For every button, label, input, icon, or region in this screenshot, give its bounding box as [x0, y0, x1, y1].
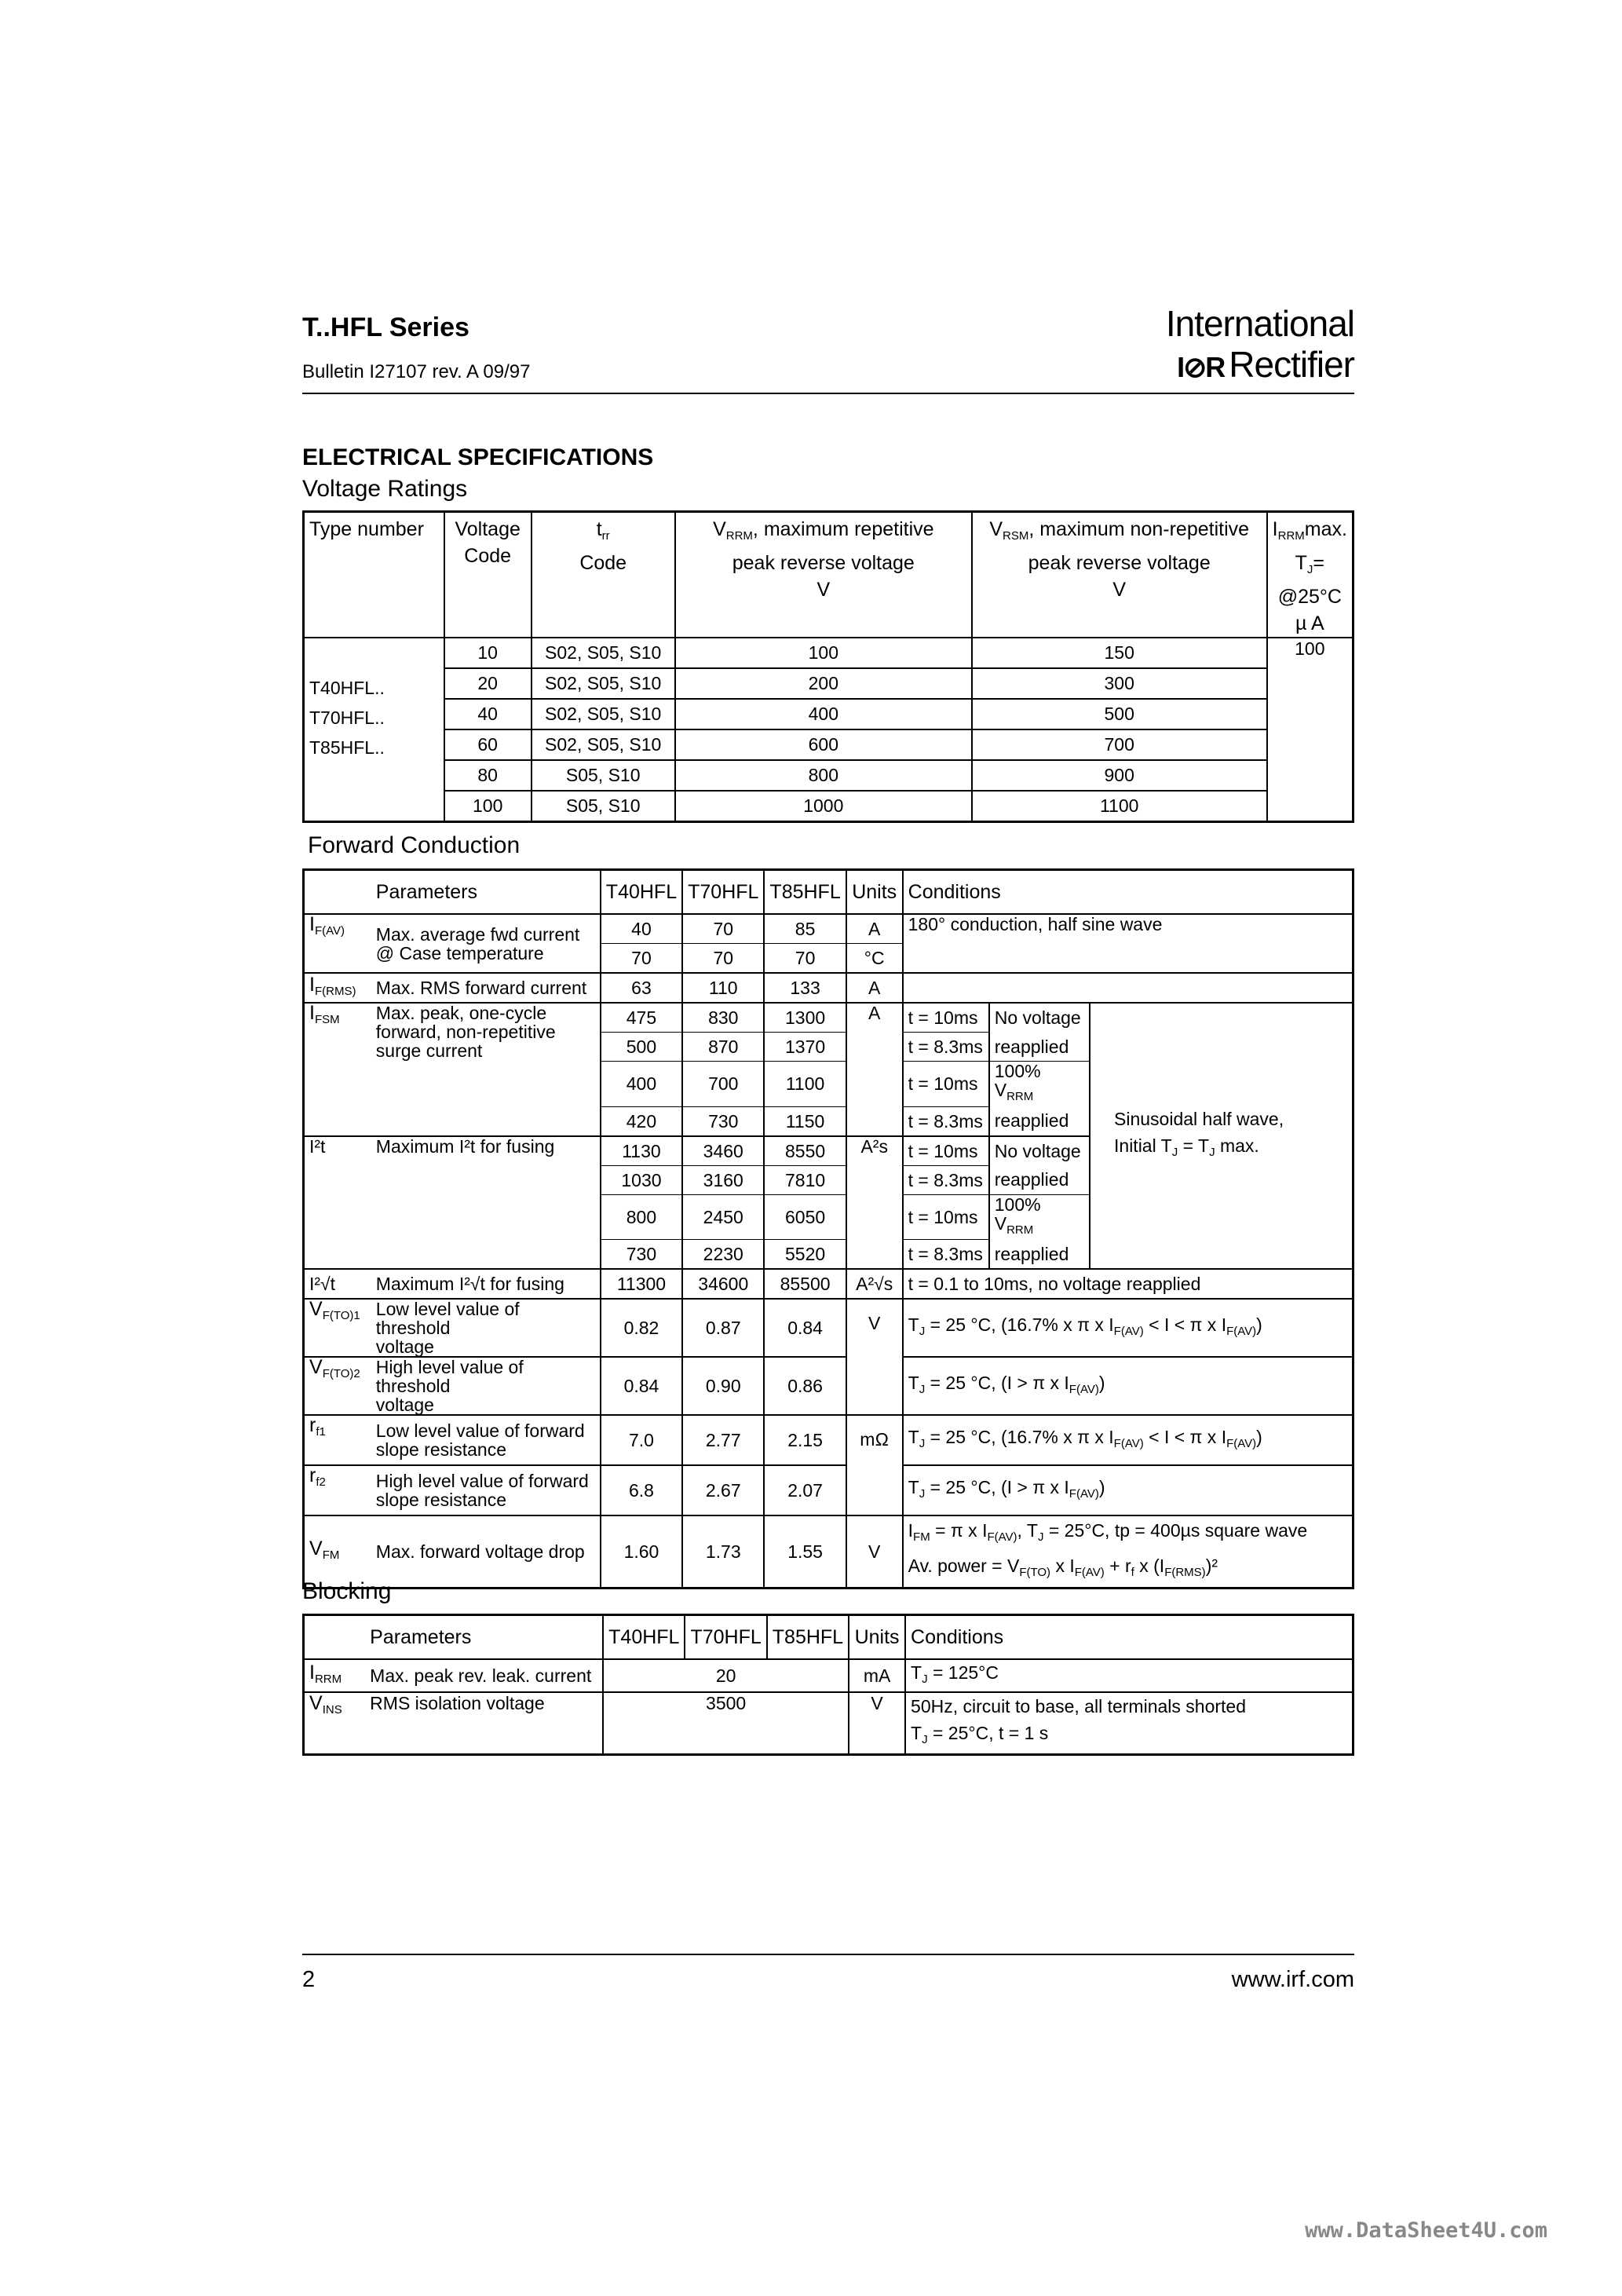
value: 5520: [764, 1240, 846, 1270]
header-units: Units: [849, 1615, 905, 1660]
value: 85: [764, 914, 846, 944]
vrrm-value: 400: [675, 699, 972, 729]
table-row: [304, 1415, 1353, 1465]
value: 7810: [764, 1165, 846, 1194]
unit: °C: [846, 944, 903, 974]
value: 11300: [601, 1269, 682, 1299]
voltage-code: 80: [444, 760, 532, 791]
value: 85500: [764, 1269, 846, 1299]
param-rf1: Low level value of forward slope resistance: [371, 1415, 601, 1465]
header-parameters: Parameters: [375, 881, 478, 903]
trr-code: S02, S05, S10: [532, 699, 675, 729]
unit: V: [846, 1515, 903, 1589]
type-t70: T70HFL..: [309, 707, 385, 728]
voltage-condition: reapplied: [989, 1240, 1090, 1270]
voltage-condition: No voltage: [989, 1003, 1090, 1033]
ior-logo-icon: I⊘R: [1177, 351, 1225, 383]
voltage-code: 20: [444, 668, 532, 699]
param-vfto2: High level value of threshold voltage: [371, 1357, 601, 1415]
vrrm-value: 800: [675, 760, 972, 791]
table-row: [304, 1357, 1353, 1415]
blocking-title: Blocking: [302, 1578, 392, 1604]
value: 3160: [682, 1165, 764, 1194]
value: 700: [682, 1062, 764, 1107]
table-row: [304, 1692, 1353, 1755]
table-row: [304, 668, 1353, 699]
series-title: T..HFL Series: [302, 313, 469, 342]
vrsm-value: 900: [972, 760, 1267, 791]
header-t40hfl: T40HFL: [603, 1615, 685, 1660]
condition: $T_J = 25$ °C, (16.7% x π x $I_{F(AV)} < I < \pi$ x $I_{F(AV)}$): [903, 1415, 1353, 1465]
param-ifsm: Max. peak, one-cycle forward, non-repetitive surge current: [371, 1003, 601, 1136]
header-t85hfl: T85HFL: [767, 1615, 849, 1660]
table-header-row: [304, 870, 1353, 915]
vrsm-value: 500: [972, 699, 1267, 729]
symbol-ifsm: $I_{FSM}$: [304, 1003, 371, 1136]
unit: V: [846, 1299, 903, 1415]
col-vrsm: $V_{RSM}$, maximum non-repetitive peak reverse voltage V: [972, 512, 1267, 638]
value: 1.73: [682, 1515, 764, 1589]
voltage-condition: No voltage: [989, 1136, 1090, 1166]
unit: mA: [849, 1659, 905, 1692]
condition: $I_{FM} = \pi$ x $I_{F(AV)}$, $T_J = 25^\circ C$, tp = 400µs square wave Av. power = $V_{F(TO)}$ x $I_{F(AV)} + r_f$ x $(I_{F(RMS)})^2$: [903, 1515, 1353, 1589]
table-row: [304, 760, 1353, 791]
symbol-vins: $V_{INS}$: [304, 1692, 366, 1755]
table-row: [304, 638, 1353, 668]
symbol-vfm: $V_{FM}$: [304, 1515, 371, 1589]
bulletin-number: Bulletin I27107 rev. A 09/97: [302, 361, 531, 382]
param-i2t: Maximum I²t for fusing: [371, 1136, 601, 1270]
symbol-rf2: $r_{f2}$: [304, 1465, 371, 1515]
value: 70: [601, 944, 682, 974]
value: 0.87: [682, 1299, 764, 1357]
sinusoidal-condition: Sinusoidal half wave, Initial $T_J = T_J$ max.: [1090, 1003, 1353, 1269]
time-condition: t = 10ms: [903, 1003, 989, 1033]
voltage-condition: 100% $V_{RRM}$: [989, 1194, 1090, 1240]
header-t85hfl: T85HFL: [764, 870, 846, 915]
value: 70: [682, 944, 764, 974]
param-ifrms: Max. RMS forward current: [371, 973, 601, 1003]
col-trr-code: $t_{rr}$ Code: [532, 512, 675, 638]
type-t85: T85HFL..: [309, 737, 385, 758]
time-condition: t = 8.3ms: [903, 1240, 989, 1270]
time-condition: t = 8.3ms: [903, 1033, 989, 1062]
value: 8550: [764, 1136, 846, 1166]
voltage-condition: reapplied: [989, 1106, 1090, 1136]
time-condition: t = 10ms: [903, 1136, 989, 1166]
table-row: [304, 1465, 1353, 1515]
value: 0.82: [601, 1299, 682, 1357]
symbol-vfto1: $V_{F(TO)1}$: [304, 1299, 371, 1357]
value: 0.90: [682, 1357, 764, 1415]
trr-code: S02, S05, S10: [532, 638, 675, 668]
unit: A: [846, 1003, 903, 1136]
param-vfm: Max. forward voltage drop: [371, 1515, 601, 1589]
value: 20: [603, 1659, 849, 1692]
condition: t = 0.1 to 10ms, no voltage reapplied: [903, 1269, 1353, 1299]
col-voltage-code: Voltage Code: [444, 512, 532, 638]
trr-code: S02, S05, S10: [532, 668, 675, 699]
header-rule: [302, 393, 1354, 394]
irrm-value: 100: [1267, 638, 1353, 822]
header-parameters: Parameters: [370, 1626, 472, 1648]
condition: $T_J = 25$ °C, (I > π x $I_{F(AV)}$): [903, 1465, 1353, 1515]
value: 7.0: [601, 1415, 682, 1465]
forward-conduction-table: [302, 868, 1354, 1589]
value: 1150: [764, 1106, 846, 1136]
col-type-number: Type number: [309, 518, 424, 540]
logo-word: Rectifier: [1229, 344, 1354, 385]
symbol-ifrms: $I_{F(RMS)}$: [304, 973, 371, 1003]
condition: $T_J = 25$ °C, (16.7% x π x $I_{F(AV)} < I < \pi$ x $I_{F(AV)}$): [903, 1299, 1353, 1357]
symbol-i2t: I²t: [304, 1136, 371, 1270]
footer-url[interactable]: www.irf.com: [1231, 1967, 1354, 1992]
table-row: [304, 1515, 1353, 1589]
vrrm-value: 100: [675, 638, 972, 668]
value: 1.60: [601, 1515, 682, 1589]
blocking-table: [302, 1614, 1354, 1756]
condition: $T_J = 125^\circ C$: [905, 1659, 1353, 1692]
value: 6050: [764, 1194, 846, 1240]
symbol-vfto2: $V_{F(TO)2}$: [304, 1357, 371, 1415]
symbol-irrm: $I_{RRM}$: [304, 1659, 366, 1692]
value: 0.86: [764, 1357, 846, 1415]
table-row: [304, 1659, 1353, 1692]
unit: mΩ: [846, 1415, 903, 1515]
value: 400: [601, 1062, 682, 1107]
header-units: Units: [846, 870, 903, 915]
value: 1130: [601, 1136, 682, 1166]
header-t70hfl: T70HFL: [682, 870, 764, 915]
col-vrrm: $V_{RRM}$, maximum repetitive peak reverse voltage V: [675, 512, 972, 638]
vrrm-value: 1000: [675, 791, 972, 822]
trr-code: S05, S10: [532, 760, 675, 791]
unit: A: [846, 973, 903, 1003]
col-irrm: $I_{RRM}\max$. $T_J=$ @25°C µ A: [1267, 512, 1353, 638]
unit: A: [846, 914, 903, 944]
company-logo: [1158, 302, 1354, 389]
value: 1.55: [764, 1515, 846, 1589]
page-number: 2: [302, 1967, 316, 1992]
value: 2230: [682, 1240, 764, 1270]
value: 0.84: [601, 1357, 682, 1415]
voltage-condition: reapplied: [989, 1165, 1090, 1194]
value: 133: [764, 973, 846, 1003]
value: 1370: [764, 1033, 846, 1062]
value: 70: [764, 944, 846, 974]
header-conditions: Conditions: [905, 1615, 1353, 1660]
logo-line2: [1177, 343, 1354, 386]
table-row: [304, 1299, 1353, 1357]
symbol-ifav: $I_{F(AV)}$: [304, 914, 371, 973]
condition: 50Hz, circuit to base, all terminals shorted $T_J = 25^\circ C$, t = 1 s: [905, 1692, 1353, 1755]
value: 34600: [682, 1269, 764, 1299]
value: 2.67: [682, 1465, 764, 1515]
unit: A²√s: [846, 1269, 903, 1299]
param-ifav: Max. average fwd current @ Case temperature: [371, 914, 601, 973]
table-row: [304, 914, 1353, 944]
vrsm-value: 150: [972, 638, 1267, 668]
param-rf2: High level value of forward slope resistance: [371, 1465, 601, 1515]
header-t40hfl: T40HFL: [601, 870, 682, 915]
table-row: [304, 699, 1353, 729]
value: 1100: [764, 1062, 846, 1107]
vrrm-value: 600: [675, 729, 972, 760]
time-condition: t = 10ms: [903, 1062, 989, 1107]
table-row: [304, 729, 1353, 760]
unit: A²s: [846, 1136, 903, 1270]
table-row: [304, 973, 1353, 1003]
value: 730: [601, 1240, 682, 1270]
symbol-rf1: $r_{f1}$: [304, 1415, 371, 1465]
value: 500: [601, 1033, 682, 1062]
value: 3500: [603, 1692, 849, 1755]
trr-code: S02, S05, S10: [532, 729, 675, 760]
type-numbers: [304, 638, 444, 822]
voltage-code: 10: [444, 638, 532, 668]
value: 3460: [682, 1136, 764, 1166]
table-row: [304, 1003, 1353, 1033]
value: 2.77: [682, 1415, 764, 1465]
type-t40: T40HFL..: [309, 678, 385, 698]
value: 2450: [682, 1194, 764, 1240]
voltage-code: 100: [444, 791, 532, 822]
footer-rule: [302, 1954, 1354, 1955]
unit: V: [849, 1692, 905, 1755]
value: 730: [682, 1106, 764, 1136]
value: 63: [601, 973, 682, 1003]
trr-code: S05, S10: [532, 791, 675, 822]
value: 110: [682, 973, 764, 1003]
symbol-i2rt: I²√t: [304, 1269, 371, 1299]
vrsm-value: 700: [972, 729, 1267, 760]
param-vins: RMS isolation voltage: [365, 1692, 603, 1755]
voltage-code: 40: [444, 699, 532, 729]
param-i2rt: Maximum I²√t for fusing: [371, 1269, 601, 1299]
table-row: [304, 791, 1353, 822]
param-vfto1: Low level value of threshold voltage: [371, 1299, 601, 1357]
value: 830: [682, 1003, 764, 1033]
value: 2.07: [764, 1465, 846, 1515]
value: 800: [601, 1194, 682, 1240]
voltage-ratings-title: Voltage Ratings: [302, 476, 468, 502]
value: 70: [682, 914, 764, 944]
logo-line1: International: [1165, 303, 1354, 344]
section-title: ELECTRICAL SPECIFICATIONS: [302, 444, 654, 470]
value: 420: [601, 1106, 682, 1136]
condition: $T_J = 25$ °C, (I > π x $I_{F(AV)}$): [903, 1357, 1353, 1415]
voltage-code: 60: [444, 729, 532, 760]
value: 870: [682, 1033, 764, 1062]
time-condition: t = 8.3ms: [903, 1165, 989, 1194]
voltage-condition: 100% $V_{RRM}$: [989, 1062, 1090, 1107]
table-header-row: [304, 1615, 1353, 1660]
value: 6.8: [601, 1465, 682, 1515]
value: 1300: [764, 1003, 846, 1033]
watermark: www.DataSheet4U.com: [1305, 2218, 1547, 2243]
time-condition: t = 10ms: [903, 1194, 989, 1240]
value: 1030: [601, 1165, 682, 1194]
condition: 180° conduction, half sine wave: [903, 914, 1353, 944]
voltage-condition: reapplied: [989, 1033, 1090, 1062]
forward-conduction-title: Forward Conduction: [308, 832, 521, 858]
header-conditions: Conditions: [903, 870, 1353, 915]
table-row: [304, 1269, 1353, 1299]
value: 2.15: [764, 1415, 846, 1465]
param-irrm: Max. peak rev. leak. current: [365, 1659, 603, 1692]
header-t70hfl: T70HFL: [685, 1615, 766, 1660]
vrrm-value: 200: [675, 668, 972, 699]
voltage-ratings-table: [302, 510, 1354, 823]
value: 0.84: [764, 1299, 846, 1357]
vrsm-value: 1100: [972, 791, 1267, 822]
time-condition: t = 8.3ms: [903, 1106, 989, 1136]
vrsm-value: 300: [972, 668, 1267, 699]
value: 40: [601, 914, 682, 944]
value: 475: [601, 1003, 682, 1033]
